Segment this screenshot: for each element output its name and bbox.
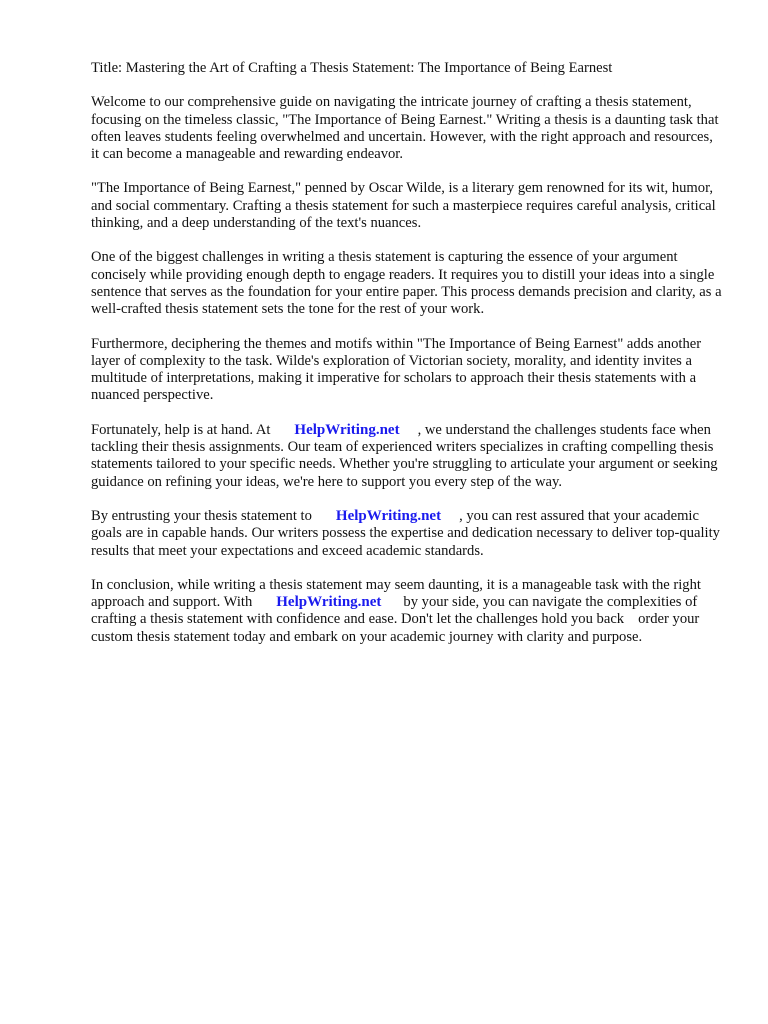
paragraph-help xyxy=(91,422,723,491)
paragraph-challenges: One of the biggest challenges in writing a thesis statement is capturing the essence of your argument concisely while providing enough depth to engage readers. It requires you to distill your ideas into a single sentence that serves as the foundation for your entire paper. This process demands precision and clarity, as a well-crafted thesis statement sets the tone for the rest of your work. xyxy=(91,249,722,318)
helpwriting-link[interactable]: HelpWriting.net xyxy=(276,594,382,611)
paragraph-intro: Welcome to our comprehensive guide on navigating the intricate journey of crafting a thesis statement, focusing on the timeless classic, "The Importance of Being Earnest." Writing a thesis is a daunting task that often leaves students feeling overwhelmed and uncertain. However, with the right approach and resources, it can become a manageable and rewarding endeavor. xyxy=(91,94,719,163)
paragraph-help-text-2: , we understand the challenges students face when tackling their thesis assignments. Our team of experienced writers specializes in crafting compelling thesis statements tailored to your specific needs. Whether you're struggling to articulate your argument or seeking guidance on refining your ideas, we're here to support you every step of the way. xyxy=(91,421,718,490)
paragraph-entrust xyxy=(91,508,723,560)
paragraph-conclusion-text-2: by your side, you can navigate the complexities of crafting a thesis statement with confidence and ease. Don't let the challenges hold you back xyxy=(91,594,698,628)
paragraph-conclusion-text-1: In conclusion, while writing a thesis statement may seem daunting, it is a manageable task with the right approach and support. With xyxy=(91,576,701,611)
paragraph-conclusion-text-3: order your custom thesis statement today and embark on your academic journey with clarity and purpose. xyxy=(91,611,700,645)
paragraph-entrust-text-1: By entrusting your thesis statement to xyxy=(91,507,312,524)
document-title: Title: Mastering the Art of Crafting a Thesis Statement: The Importance of Being Earnest xyxy=(91,60,613,76)
paragraph-conclusion xyxy=(91,577,723,646)
paragraph-wilde: "The Importance of Being Earnest," penned by Oscar Wilde, is a literary gem renowned for its wit, humor, and social commentary. Crafting a thesis statement for such a masterpiece requires careful analysis, critical thinking, and a deep understanding of the text's nuances. xyxy=(91,180,716,232)
helpwriting-link[interactable]: HelpWriting.net xyxy=(294,421,400,438)
helpwriting-link[interactable]: HelpWriting.net xyxy=(335,507,442,524)
paragraph-themes: Furthermore, deciphering the themes and motifs within "The Importance of Being Earnest" adds another layer of complexity to the task. Wilde's exploration of Victorian society, morality, and identity invites a multitude of interpretations, making it imperative for scholars to approach their thesis statements with a nuanced perspective. xyxy=(91,335,702,404)
document-page xyxy=(91,60,723,663)
paragraph-help-text-1: Fortunately, help is at hand. At xyxy=(91,421,271,438)
paragraph-entrust-text-2: , you can rest assured that your academic goals are in capable hands. Our writers possess the expertise and dedication necessary to deliver top-quality results that meet your expectations and exceed academic standards. xyxy=(91,507,720,559)
